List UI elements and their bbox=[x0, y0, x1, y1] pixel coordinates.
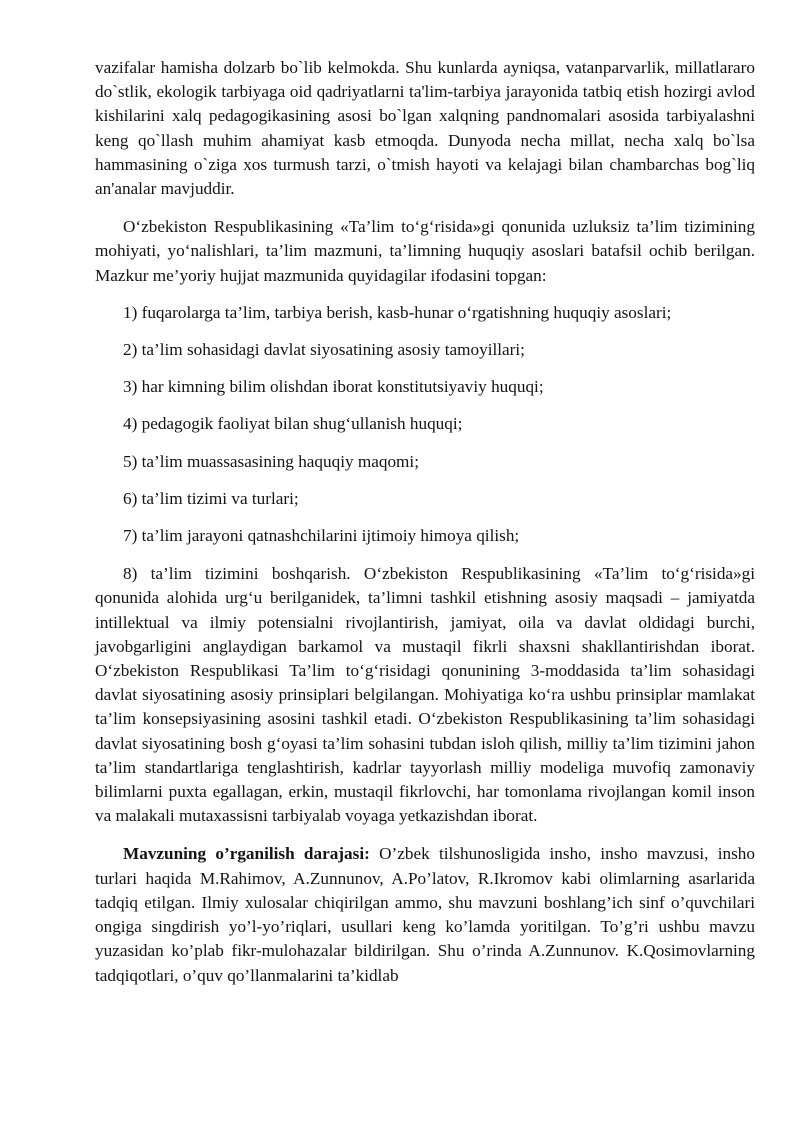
list-item-2: 2) ta’lim sohasidagi davlat siyosatining asosiy tamoyillari; bbox=[123, 340, 525, 360]
list-item-4: 4) pedagogik faoliyat bilan shug‘ullanish huquqi; bbox=[123, 414, 463, 434]
list-item-3: 3) har kimning bilim olishdan iborat konstitutsiyaviy huquqi; bbox=[123, 377, 544, 397]
list-item-1: 1) fuqarolarga ta’lim, tarbiya berish, kasb-hunar o‘rgatishning huquqiy asoslari; bbox=[123, 302, 672, 322]
paragraph-eight: 8) ta’lim tizimini boshqarish. O‘zbekiston Respublikasining «Ta’lim to‘g‘risida»gi qonunida alohida urg‘u berilganidek, ta’limni tashkil etishning asosiy maqsadi – jamiyatda intillektual va ilmiy potensialni rivojlantirish, jamiyat, oila va davlat oldidagi burchi, javobgarligini anglaydigan barkamol va mustaqil fikrli shaxsni shakllantirishdan iborat. O‘zbekiston Respublikasi Ta’lim to‘g‘risidagi qonunining 3-moddasida ta’lim sohasidagi davlat siyosatining asosiy prinsiplari belgilangan. Mohiyatiga ko‘ra ushbu prinsiplar mamlakat ta’lim konsepsiyasining asosini tashkil etadi. O‘zbekiston Respublikasining ta’lim sohasidagi davlat siyosatining bosh g‘oyasi ta’lim sohasini tubdan isloh qilish, milliy ta’lim tizimini jahon ta’lim standartlariga tenglashtirish, kadrlar tayyorlash milliy modeliga muvofiq zamonaviy bilimlarni puxta egallagan, erkin, mustaqil fikrlovchi, har tomonlama rivojlangan komil inson va malakali mutaxassisni tarbiyalab voyaga yetkazishdan iborat. bbox=[95, 564, 755, 826]
list-item-6: 6) ta’lim tizimi va turlari; bbox=[123, 488, 299, 508]
list-item-7: 7) ta’lim jarayoni qatnashchilarini ijtimoiy himoya qilish; bbox=[123, 526, 520, 546]
list-item-5: 5) ta’lim muassasasining haquqiy maqomi; bbox=[123, 451, 419, 471]
study-heading: Mavzuning o’rganilish darajasi: bbox=[123, 844, 370, 864]
paragraph-intro: vazifalar hamisha dolzarb bo`lib kelmokda. Shu kunlarda ayniqsa, vatanparvarlik, millatlararo do`stlik, ekologik tarbiyaga oid qadriyatlarni ta'lim-tarbiya jarayonida tatbiq etish hozirgi avlod kishilarini xalq pedagogikasining asosi bo`lgan xalqning pandnomalari asosida tarbiyalashni keng qo`llash muhim ahamiyat kasb etmoqda. Dunyoda necha millat, necha xalq bo`lsa hammasining o`ziga xos turmush tarzi, o`tmish hayoti va kelajagi bilan chambarchas bog`liq an'analar mavjuddir. bbox=[95, 58, 755, 199]
paragraph-law: O‘zbekiston Respublikasining «Ta’lim to‘g‘risida»gi qonunida uzluksiz ta’lim tizimining mohiyati, yo‘nalishlari, ta’lim mazmuni, ta’limning huquqiy asoslari batafsil ochib berilgan. Mazkur me’yoriy hujjat mazmunida quyidagilar ifodasini topgan: bbox=[95, 217, 755, 285]
paragraph-study bbox=[95, 842, 755, 987]
document-page bbox=[95, 56, 755, 988]
study-text: O’zbek tilshunosligida insho, insho mavzusi, insho turlari haqida M.Rahimov, A.Zunnunov, A.Po’latov, R.Ikromov kabi olimlarning asarlarida tadqiq etilgan. Ilmiy xulosalar chiqirilgan ammo, shu mavzuni boshlang’ich sinf o’quvchilari ongiga singdirish yo’l-yo’riqlari, usullari keng ko’lamda yoritilgan. To’g’ri ushbu mavzu yuzasidan ko’plab fikr-mulohazalar bildirilgan. Shu o’rinda A.Zunnunov. K.Qosimovlarning tadqiqotlari, o’quv qo’llanmalarini ta’kidlab bbox=[95, 844, 755, 985]
